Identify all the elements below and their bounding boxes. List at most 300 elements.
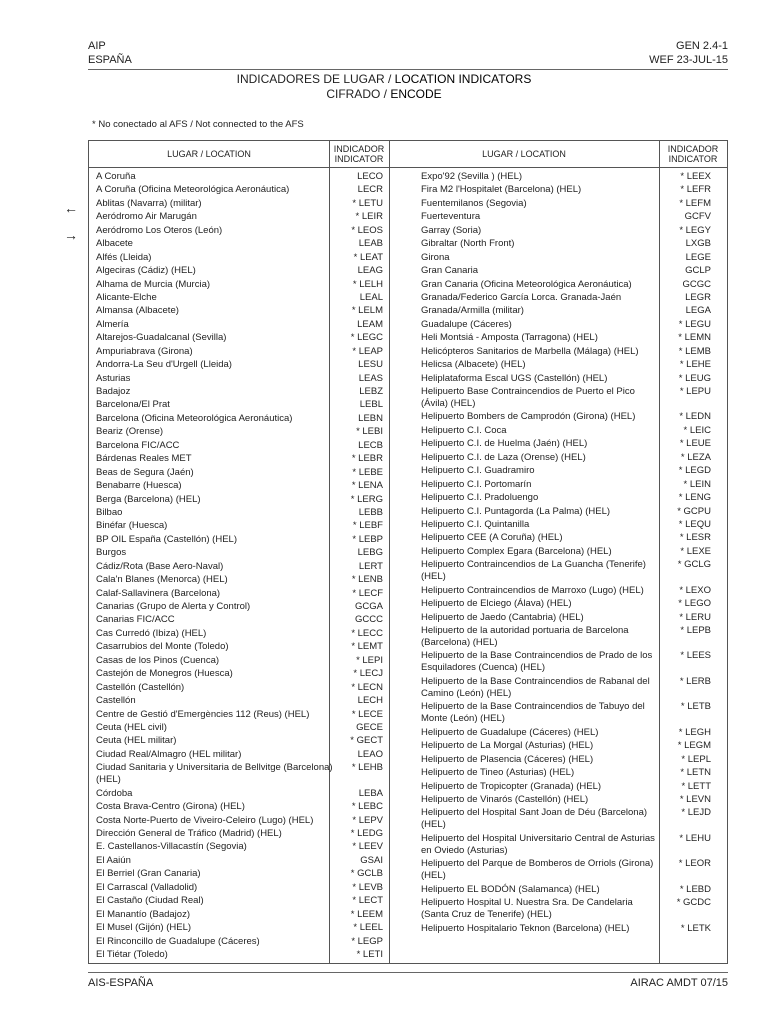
table-row xyxy=(96,426,383,438)
location-indicator: * LEBR xyxy=(351,453,383,465)
location-indicator: LECH xyxy=(357,695,383,707)
col-header-indicator-en: INDICATOR xyxy=(668,154,718,164)
table-row xyxy=(421,676,711,700)
location-indicator: * LEGU xyxy=(678,318,711,330)
table-row xyxy=(96,386,383,398)
location-name: Cas Curredó (Ibiza) (HEL) xyxy=(96,627,207,639)
location-name: Helipuerto EL BODÓN (Salamanca) (HEL) xyxy=(421,883,600,895)
table-row xyxy=(96,922,383,934)
table-row xyxy=(96,574,383,586)
table-row xyxy=(421,559,711,583)
table-row xyxy=(421,781,711,793)
location-indicator: * GCPU xyxy=(677,505,711,517)
location-name: A Coruña xyxy=(96,171,136,182)
location-indicator: * LEPL xyxy=(681,753,711,765)
location-indicator: LECO xyxy=(357,171,383,182)
location-name: Helipuerto Hospitalario Teknon (Barcelona) (HEL) xyxy=(421,922,630,934)
location-name: Ciudad Real/Almagro (HEL militar) xyxy=(96,748,242,760)
location-name: Beas de Segura (Jaén) xyxy=(96,466,194,478)
location-name: El Berriel (Gran Canaria) xyxy=(96,868,201,880)
table-row xyxy=(96,801,383,813)
location-name: El Castaño (Ciudad Real) xyxy=(96,895,204,907)
table-row xyxy=(421,612,711,624)
location-indicator: * LEHE xyxy=(679,359,711,371)
location-indicator: * LENG xyxy=(678,492,711,504)
location-name: Helipuerto C.I. Guadramiro xyxy=(421,465,535,477)
location-name: Heliplataforma Escal UGS (Castellón) (HEL) xyxy=(421,372,608,384)
table-row xyxy=(96,346,383,358)
location-name: Alhama de Murcia (Murcia) xyxy=(96,278,211,290)
table-row xyxy=(96,211,383,223)
table-row xyxy=(421,198,711,210)
table-row xyxy=(421,897,711,921)
location-name: Aeródromo Los Oteros (León) xyxy=(96,224,223,236)
location-indicator: LXGB xyxy=(685,238,711,250)
location-indicator: * LECT xyxy=(352,895,383,907)
table-row xyxy=(421,598,711,610)
location-indicator: * LEEM xyxy=(350,908,383,920)
location-indicator: * LEOS xyxy=(351,224,383,236)
location-indicator: * LEFR xyxy=(680,184,711,196)
location-name: Helicópteros Sanitarios de Marbella (Málaga) (HEL) xyxy=(421,345,639,357)
location-indicator: LEBZ xyxy=(359,386,383,397)
table-row xyxy=(421,465,711,477)
location-name: Ampuriabrava (Girona) xyxy=(96,345,193,357)
location-indicator: * LEJD xyxy=(681,807,711,819)
location-name: Córdoba xyxy=(96,787,133,799)
location-indicator: LEBN xyxy=(358,412,383,424)
title-es-1: INDICADORES DE LUGAR / xyxy=(236,72,395,86)
location-indicator: * LEBF xyxy=(352,520,383,532)
table-row xyxy=(421,184,711,196)
table-row xyxy=(96,453,383,465)
table-row xyxy=(96,238,383,250)
location-name: Helipuerto Contraincendios de Marroxo (Lugo) (HEL) xyxy=(421,584,644,596)
location-indicator: LEGA xyxy=(685,305,711,317)
location-indicator: * LEGD xyxy=(678,465,711,477)
footer-right: AIRAC AMDT 07/15 xyxy=(630,977,728,989)
location-name: Casarrubios del Monte (Toledo) xyxy=(96,641,229,653)
location-name: Almería xyxy=(96,318,129,330)
table-row xyxy=(96,601,383,613)
table-row xyxy=(421,332,711,344)
location-indicator: * LEXE xyxy=(680,545,711,557)
location-name: El Rinconcillo de Guadalupe (Cáceres) xyxy=(96,935,260,947)
location-indicator: * LEBC xyxy=(351,801,383,813)
table-row xyxy=(96,749,383,761)
location-name: Helipuerto de Jaedo (Cantabria) (HEL) xyxy=(421,611,584,623)
location-indicator: GCGC xyxy=(682,278,711,290)
location-name: Albacete xyxy=(96,238,133,250)
location-name: Helipuerto C.I. Quintanilla xyxy=(421,518,530,530)
location-name: Helicsa (Albacete) (HEL) xyxy=(421,359,526,371)
location-indicator: GCFV xyxy=(684,211,711,223)
location-indicator: * LEEX xyxy=(680,171,711,182)
location-indicator: * LEAP xyxy=(352,345,383,357)
location-name: Costa Norte-Puerto de Viveiro-Celeiro (Lugo) (HEL) xyxy=(96,814,314,826)
location-indicator: * LECF xyxy=(352,587,383,599)
location-name: Calaf-Sallavinera (Barcelona) xyxy=(96,587,221,599)
location-indicator: * LEHB xyxy=(351,762,383,774)
table-row xyxy=(96,735,383,747)
table-row xyxy=(421,386,711,410)
location-indicator: GCGA xyxy=(355,601,383,612)
table-row xyxy=(96,184,383,196)
location-name: Fuentemilanos (Segovia) xyxy=(421,197,527,209)
location-indicator: * LETN xyxy=(680,767,711,779)
location-name: BP OIL España (Castellón) (HEL) xyxy=(96,533,237,545)
table-row xyxy=(421,923,711,935)
location-name: Helipuerto de Vinarós (Castellón) (HEL) xyxy=(421,793,589,805)
table-row xyxy=(96,762,383,786)
location-name: Heli Montsiá - Amposta (Tarragona) (HEL) xyxy=(421,332,598,344)
location-indicator: * LELH xyxy=(352,278,383,290)
location-indicator: LEAO xyxy=(357,748,383,760)
location-indicator: * LEIC xyxy=(683,424,711,436)
location-indicator: GCLP xyxy=(685,265,711,277)
location-indicator: * LECN xyxy=(351,681,383,693)
location-name: Barcelona (Oficina Meteorológica Aeronáutica) xyxy=(96,412,293,424)
location-indicator: * LEGO xyxy=(678,598,711,610)
table-row xyxy=(421,359,711,371)
location-indicator: LECR xyxy=(357,184,383,196)
title-en-1: LOCATION INDICATORS xyxy=(394,72,532,86)
location-indicator: * LEUG xyxy=(678,372,711,384)
location-name: Helipuerto de Tineo (Asturias) (HEL) xyxy=(421,767,575,779)
location-indicator: * LEMB xyxy=(678,345,711,357)
table-row xyxy=(96,547,383,559)
location-indicator: LEAG xyxy=(357,265,383,277)
location-name: Badajoz xyxy=(96,386,131,397)
table-row xyxy=(421,171,711,183)
location-indicator: * LEBD xyxy=(679,883,711,895)
location-indicator: * LERG xyxy=(350,493,383,505)
location-name: Helipuerto de La Morgal (Asturias) (HEL) xyxy=(421,740,594,752)
header-right xyxy=(649,39,728,67)
table-row xyxy=(96,279,383,291)
table-row xyxy=(421,650,711,674)
location-indicator: LEAS xyxy=(358,372,383,384)
location-indicator: LESU xyxy=(358,359,383,371)
table-row xyxy=(96,467,383,479)
location-indicator: * LENA xyxy=(351,480,383,492)
table-row xyxy=(421,279,711,291)
location-name: Garray (Soria) xyxy=(421,224,482,236)
location-name: El Tiétar (Toledo) xyxy=(96,948,168,960)
location-indicator: LEBG xyxy=(357,547,383,559)
location-name: Helipuerto de Elciego (Álava) (HEL) xyxy=(421,598,572,610)
location-indicator: * LEGC xyxy=(350,332,383,344)
table-row xyxy=(421,740,711,752)
location-indicator: * LETI xyxy=(356,948,383,960)
table-row xyxy=(96,413,383,425)
location-name: Andorra-La Seu d'Urgell (Lleida) xyxy=(96,359,232,371)
table-row xyxy=(421,479,711,491)
table-row xyxy=(96,855,383,867)
table-row xyxy=(421,625,711,649)
location-name: Helipuerto Base Contraincendios de Puerto el Pico (Ávila) (HEL) xyxy=(421,386,635,409)
location-name: Almansa (Albacete) xyxy=(96,305,179,317)
table-row xyxy=(96,828,383,840)
location-indicator: * LEOR xyxy=(678,858,711,870)
location-indicator: GECE xyxy=(356,721,383,733)
column-header-rule xyxy=(89,167,727,168)
col-header-indicator-en: INDICATOR xyxy=(334,154,384,164)
table-row xyxy=(421,767,711,779)
page-title xyxy=(0,72,768,102)
location-name: Fuerteventura xyxy=(421,211,481,223)
table-row xyxy=(96,788,383,800)
location-indicator: * LEEL xyxy=(353,922,383,934)
table-row xyxy=(96,709,383,721)
table-row xyxy=(96,815,383,827)
location-indicator: * LEVB xyxy=(352,881,383,893)
location-indicator: * LEIN xyxy=(683,478,711,490)
table-row xyxy=(421,292,711,304)
location-indicator: GCCC xyxy=(355,614,383,626)
location-name: Helipuerto Hospital U. Nuestra Sra. De Candelaria (Santa Cruz de Tenerife) (HEL) xyxy=(421,897,633,921)
location-name: Helipuerto de la autoridad portuaria de Barcelona (Barcelona) (HEL) xyxy=(421,625,629,648)
location-name: Helipuerto de la Base Contraincendios de Prado de los Esquiladores (Cuenca) (HEL) xyxy=(421,650,653,674)
location-name: Dirección General de Tráfico (Madrid) (HEL) xyxy=(96,828,282,839)
location-indicator: GSAI xyxy=(360,854,383,866)
location-name: Berga (Barcelona) (HEL) xyxy=(96,493,201,505)
location-name: Helipuerto Bombers de Camprodón (Girona) (HEL) xyxy=(421,411,636,423)
location-name: Helipuerto C.I. de Laza (Orense) (HEL) xyxy=(421,451,586,463)
location-name: Barcelona FIC/ACC xyxy=(96,439,180,451)
location-name: Gibraltar (North Front) xyxy=(421,238,515,250)
left-column-list xyxy=(96,171,383,962)
location-name: Castellón (Castellón) xyxy=(96,681,185,693)
location-indicator: * LEXO xyxy=(679,584,711,596)
location-indicator: * LEFM xyxy=(679,197,711,209)
location-name: Ceuta (HEL militar) xyxy=(96,735,177,747)
location-name: Granada/Armilla (militar) xyxy=(421,305,524,317)
col-header-location-right: LUGAR / LOCATION xyxy=(482,149,566,159)
col-header-indicator-left xyxy=(329,141,389,167)
location-name: Helipuerto C.I. de Huelma (Jaén) (HEL) xyxy=(421,438,588,450)
header-left xyxy=(88,39,132,67)
location-name: Helipuerto de Tropicopter (Granada) (HEL) xyxy=(421,780,602,792)
location-indicator: * LEBP xyxy=(352,533,383,545)
location-name: Helipuerto C.I. Coca xyxy=(421,424,507,436)
location-name: Asturias xyxy=(96,372,131,384)
location-name: Binéfar (Huesca) xyxy=(96,520,168,532)
table-row xyxy=(96,895,383,907)
table-row xyxy=(421,411,711,423)
table-row xyxy=(421,701,711,725)
location-indicator: * LELM xyxy=(351,305,383,317)
location-name: Cala'n Blanes (Menorca) (HEL) xyxy=(96,574,228,586)
arrow-right-icon: → xyxy=(64,227,78,243)
table-row xyxy=(96,561,383,573)
location-indicator: * LEIR xyxy=(355,211,383,223)
location-name: El Musel (Gijón) (HEL) xyxy=(96,922,192,934)
table-row xyxy=(421,506,711,518)
header-effective-date: WEF 23-JUL-15 xyxy=(649,54,728,66)
table-row xyxy=(421,833,711,857)
location-indicator: * GCLG xyxy=(677,559,711,571)
location-table xyxy=(88,140,728,964)
location-name: Casas de los Pinos (Cuenca) xyxy=(96,654,220,666)
location-indicator: * LETB xyxy=(680,701,711,713)
header-rule xyxy=(88,69,728,70)
table-row xyxy=(96,868,383,880)
table-row xyxy=(96,359,383,371)
table-row xyxy=(421,727,711,739)
location-indicator: * LEPV xyxy=(352,814,383,826)
table-row xyxy=(421,425,711,437)
location-indicator: * LENB xyxy=(351,574,383,586)
table-row xyxy=(96,198,383,210)
location-name: Benabarre (Huesca) xyxy=(96,480,182,492)
location-name: Girona xyxy=(421,251,450,263)
location-name: Helipuerto de la Base Contraincendios de Rabanal del Camino (León) (HEL) xyxy=(421,675,650,699)
table-row xyxy=(421,238,711,250)
location-indicator: * GCLB xyxy=(350,868,383,880)
location-name: Helipuerto C.I. Puntagorda (La Palma) (HEL) xyxy=(421,505,611,517)
table-row xyxy=(96,534,383,546)
table-row xyxy=(96,682,383,694)
location-name: Costa Brava-Centro (Girona) (HEL) xyxy=(96,801,245,813)
table-row xyxy=(96,373,383,385)
location-indicator: * LERU xyxy=(679,611,711,623)
location-name: Castellón xyxy=(96,695,136,707)
header-aip: AIP xyxy=(88,40,106,52)
location-indicator: * LETK xyxy=(680,922,711,934)
location-indicator: * LEPB xyxy=(680,625,711,636)
location-name: Canarias (Grupo de Alerta y Control) xyxy=(96,601,251,612)
table-row xyxy=(96,480,383,492)
arrow-left-icon: ← xyxy=(64,200,78,216)
table-row xyxy=(96,614,383,626)
afs-note: * No conectado al AFS / Not connected to the AFS xyxy=(92,119,304,130)
table-row xyxy=(96,949,383,961)
location-name: El Carrascal (Valladolid) xyxy=(96,881,198,893)
col-header-location-left: LUGAR / LOCATION xyxy=(167,149,251,159)
table-row xyxy=(96,695,383,707)
location-indicator: LEAM xyxy=(357,318,383,330)
table-row xyxy=(96,305,383,317)
location-indicator: * LEEV xyxy=(352,841,383,853)
location-name: Helipuerto CEE (A Coruña) (HEL) xyxy=(421,532,563,544)
table-row xyxy=(421,546,711,558)
location-indicator: * LEGM xyxy=(677,740,711,752)
location-name: Gran Canaria xyxy=(421,265,479,277)
table-row xyxy=(421,346,711,358)
table-row xyxy=(96,655,383,667)
location-indicator: * LEBE xyxy=(352,466,383,478)
location-indicator: * LEPI xyxy=(356,654,383,666)
location-name: Centre de Gestió d'Emergències 112 (Reus) (HEL) xyxy=(96,708,310,720)
divider-center xyxy=(389,141,390,963)
location-name: Helipuerto C.I. Pradoluengo xyxy=(421,492,539,504)
location-name: Helipuerto Complex Egara (Barcelona) (HEL) xyxy=(421,545,612,557)
table-row xyxy=(96,332,383,344)
table-row xyxy=(421,492,711,504)
table-row xyxy=(96,507,383,519)
table-row xyxy=(96,520,383,532)
location-indicator: LEAB xyxy=(358,238,383,250)
location-indicator: * LEAT xyxy=(353,251,383,263)
col-header-indicator-es: INDICADOR xyxy=(333,144,385,154)
table-row xyxy=(96,909,383,921)
location-indicator: LEBA xyxy=(358,787,383,799)
location-indicator: LERT xyxy=(358,560,383,572)
location-indicator: * LEGP xyxy=(351,935,383,947)
location-indicator: LEAL xyxy=(359,291,383,303)
location-indicator: * LEDN xyxy=(679,411,711,423)
location-indicator: * LEGY xyxy=(679,224,711,236)
location-indicator: * GCDC xyxy=(676,897,711,909)
location-name: Canarias FIC/ACC xyxy=(96,614,175,626)
location-name: Bilbao xyxy=(96,506,123,518)
location-name: Helipuerto del Parque de Bomberos de Orriols (Girona) (HEL) xyxy=(421,858,654,882)
table-row xyxy=(96,265,383,277)
table-row xyxy=(421,452,711,464)
location-name: Cádiz/Rota (Base Aero-Naval) xyxy=(96,560,224,572)
title-en-2: ENCODE xyxy=(390,87,442,101)
table-row xyxy=(96,494,383,506)
table-row xyxy=(421,211,711,223)
table-row xyxy=(421,794,711,806)
location-name: El Aaiún xyxy=(96,854,131,866)
table-row xyxy=(421,532,711,544)
table-row xyxy=(96,588,383,600)
location-name: A Coruña (Oficina Meteorológica Aeronáutica) xyxy=(96,184,290,196)
location-name: Expo'92 (Sevilla ) (HEL) xyxy=(421,171,523,182)
location-indicator: * LEMN xyxy=(678,332,711,344)
location-name: Fira M2 l'Hospitalet (Barcelona) (HEL) xyxy=(421,184,582,196)
location-indicator: * LEQU xyxy=(678,518,711,530)
location-name: Helipuerto del Hospital Sant Joan de Déu (Barcelona) (HEL) xyxy=(421,807,648,831)
table-row xyxy=(421,754,711,766)
table-row xyxy=(96,225,383,237)
location-name: Helipuerto del Hospital Universitario Central de Asturias en Oviedo (Asturias) xyxy=(421,832,655,856)
location-indicator: LEBB xyxy=(358,506,383,518)
table-row xyxy=(421,858,711,882)
location-indicator: * LERB xyxy=(679,675,711,687)
location-indicator: * LECJ xyxy=(353,668,383,680)
table-row xyxy=(96,399,383,411)
location-name: Helipuerto de la Base Contraincendios de Tabuyo del Monte (León) (HEL) xyxy=(421,701,645,725)
table-row xyxy=(421,585,711,597)
title-line-1 xyxy=(0,72,768,87)
location-name: Helipuerto de Guadalupe (Cáceres) (HEL) xyxy=(421,726,599,738)
location-indicator: * LEMT xyxy=(351,641,383,653)
location-indicator: LEBL xyxy=(359,399,383,411)
table-row xyxy=(96,882,383,894)
location-indicator: * LETT xyxy=(681,780,711,792)
location-indicator: * LESR xyxy=(679,532,711,544)
col-header-indicator-es: INDICADOR xyxy=(667,144,719,154)
location-indicator: * LEGH xyxy=(678,726,711,738)
table-row xyxy=(421,265,711,277)
table-row xyxy=(96,171,383,183)
location-name: Ciudad Sanitaria y Universitaria de Bellvitge (Barcelona) (HEL) xyxy=(96,762,333,786)
location-indicator: * LECC xyxy=(351,627,383,639)
table-row xyxy=(96,936,383,948)
table-row xyxy=(96,440,383,452)
table-row xyxy=(96,252,383,264)
location-indicator: * LECE xyxy=(351,708,383,720)
location-name: Gran Canaria (Oficina Meteorológica Aeronáutica) xyxy=(421,278,632,290)
table-row xyxy=(421,305,711,317)
location-name: El Manantío (Badajoz) xyxy=(96,908,190,920)
location-indicator: LEGR xyxy=(685,291,711,303)
table-row xyxy=(421,438,711,450)
title-line-2 xyxy=(0,87,768,102)
